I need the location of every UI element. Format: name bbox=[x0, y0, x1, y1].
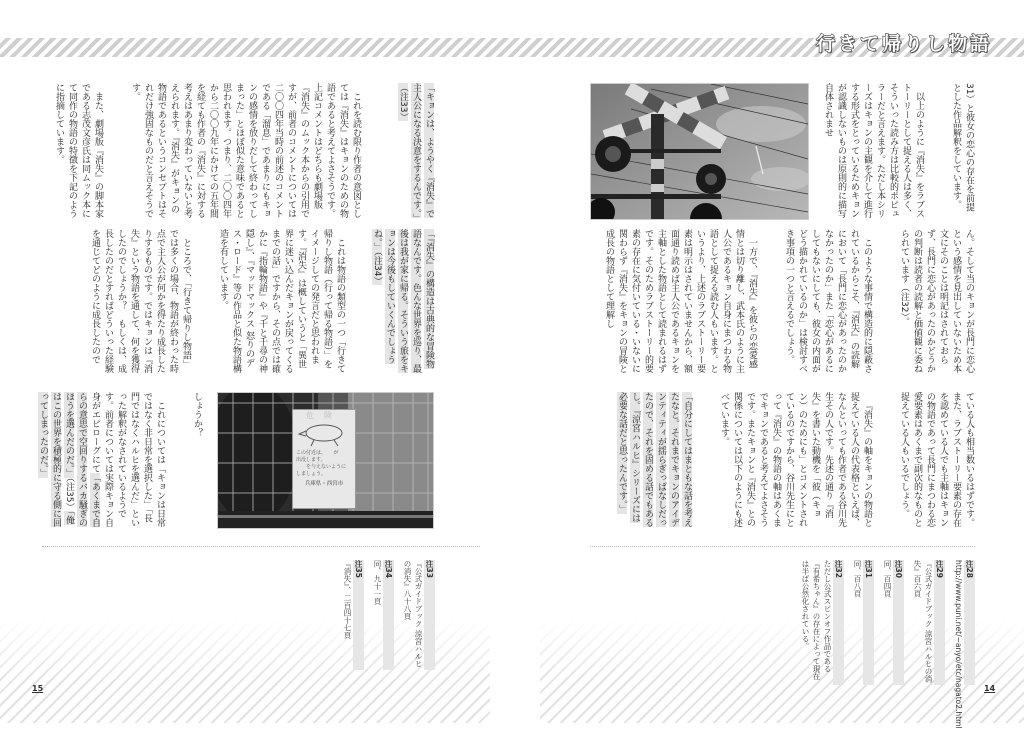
left-middle-text bbox=[48, 229, 435, 375]
paragraph: これは物語の類型の一つ「行きて帰りし物語（行って帰る物語）」をイメージしての発言だと思われます。『消失』は概していうと「異世界に迷い込んだキョンが戻ってくるまでの話」ですから、その点では確かに『指輪物語』や『千と千尋の神隠し』、『マッドマックス 怒りのデス・ロード』等の作品と似た物語構造を有しています。 bbox=[218, 229, 345, 373]
warning-sign: 危険 この付近は、 が 出没します。 を与えないように しましょう。 兵庫県・西宮市 bbox=[292, 409, 356, 509]
paragraph: ん。そして当のキョンが長門に恋心という感情を見出していないため本文にそのことは明記はされておらず、長門に恋心があったのかどうかの判断は読者の読解と価値観に委ねられています（注32）。 bbox=[899, 229, 974, 373]
quote-highlight: 「キョンは、ようやく『消失』で主人公になる決意をするんです。」（注33） bbox=[398, 83, 434, 218]
left-footnotes bbox=[320, 560, 435, 670]
right-footnotes bbox=[740, 560, 975, 729]
right-upper-text bbox=[823, 83, 975, 220]
paragraph: ている人も相当数いるはずです。また、ラブストーリー要素の存在を認めている人でも主軸はキョンの物語であって長門にまつわる恋愛要素はあくまで副次的なものと捉えている人もいるでしょう。 bbox=[899, 392, 974, 527]
right-lower-text bbox=[585, 392, 975, 529]
footnote-divider bbox=[590, 546, 975, 547]
footnote-33: 注33 『公式ガイドブック 涼宮ハルヒの消失』八十八頁 bbox=[402, 560, 435, 670]
boar-icon bbox=[296, 419, 352, 447]
paragraph: これを読む限り作者の意図としては『消失』はキョンのための物語であると考えてよさそうです。上記コメントはどちらも劇場版『消失』のムック本からの引用ですが、前者のコメントについては二〇〇四年当時の前述のコメントである「溜息」であまりにもキョンの感情を放りだして終わってしまった」とほぼ似た意味であると思われます。つまり、二〇〇四年から二〇〇九年にかけての五年間を経ても作者の『消失』に対する考えはあまり変わっていないと考えられます。『消失』がキョンの物語であるというコンセプトはそれだけ強固なものだと言えそうです。 bbox=[130, 83, 361, 218]
footnote-divider bbox=[42, 546, 480, 547]
footnote-34: 注34 同、九十一頁 bbox=[372, 560, 394, 670]
page-number-right: 14 bbox=[984, 684, 996, 693]
footnote-31: 注31 同、百八頁 bbox=[852, 560, 874, 685]
paragraph: ところで、「行きて帰りし物語」では多くの場合、物語が終わった時点で主人公が何かを得たり成長したりするものです。ではキョンは『消失』という物語を通して、何を獲得したのでしょうか？ もしくは、成長したのだとすればどういった経験を通じてどのように成長したので bbox=[90, 229, 191, 373]
railroad-crossing-photo bbox=[590, 83, 809, 220]
screenwriter-quote bbox=[370, 229, 435, 375]
footnote-30: 注30 同、百四頁 bbox=[882, 560, 904, 685]
quote-highlight: 「あくまで自らの意思で空回りするバカ騒ぎのほうを選んだのだ。」 bbox=[64, 392, 100, 527]
paragraph: 31）と彼女の恋心の存在を前提とした作品解釈をしています。 bbox=[951, 83, 974, 212]
paragraph: これについては「キョンは日常ではなく非日常を選択した」「長門ではなくハルヒを選んだ」といった解釈がなされているようです。前者については実際キョン自身がエピローグにて「あくまで自らの意思で空回りするバカ騒ぎのほうを選んだのだ。」（注35）「俺はこの世界を積極的に守る側に回ってしまったのだ。」 bbox=[38, 392, 165, 527]
sign-heading: 危険 bbox=[306, 411, 342, 420]
footnote-32: 注32 ただし公式スピンオフ作品である『有希ちゃん』の存在によって現在は半ば公然化されている。 bbox=[800, 560, 844, 685]
paragraph: 一方で、『消失』を彼らの恋愛感情とは切り離し、武本氏のように主人公であるキョン自身にまつわる物語として捉える読む人もいます。というより、上述のラブストーリー要素は明示はされていませんから、額面通り読めば主人公であるキョンを主軸とした物語として読まれるはずです。そのためラブストーリー的要素の存在に気付いている・いないに関わらず『消失』をキョンの冒険と成長の物語として理解し bbox=[604, 229, 757, 373]
quote-highlight: 「自分にしてはまともな話を考えたなと。それまでキョンのアイデンティティが揺らぎっぱなしだったので、それを固める話でもあるし。『涼宮ハルヒ』シリーズには必要な話だと思ったんです。」 bbox=[617, 392, 692, 527]
footnote-28: 注28 http://www.puni.net/~anyo/etc/nagato2.html bbox=[954, 560, 974, 729]
section-title: 行きて帰りし物語 bbox=[815, 33, 992, 55]
paragraph: 『消失』の軸をキョンの物語と捉えている人の代表格といえば、なんといっても作者である谷川先生その人です。先述の通り『消失』を書いた動機を「彼（キョン）のためにも」とコメントされているのですから、谷川先生にとって『消失』の物語の軸はあくまでキョンであると考えてよさそうです。またキョンと『消失』との関係については以下のようにも述べています。 bbox=[719, 392, 872, 527]
paragraph: また、劇場版『消失』の脚本家である志茂文彦氏は同ムック本にて同作の物語の特徴を下記のように指摘しています。 bbox=[54, 83, 103, 218]
quote-highlight: 「俺はこの世界を積極的に守る側に回ってしまったのだ。」 bbox=[38, 392, 74, 527]
paragraph: しょうか？ bbox=[192, 392, 202, 437]
page-number-left: 15 bbox=[32, 684, 44, 693]
paragraph: 以上のように『消失』をラブストーリーとして捉える人は多く、そういった読み方は比較的ポピュラーだと言えます。ただし本シリーズはキョンの主観を介して進行する形式をとっているためキョンが認識しないものは原則的に描写自体されませ bbox=[823, 83, 924, 218]
footnote-29: 注29 『公式ガイドブック 涼宮ハルヒの消失』百六頁 bbox=[912, 560, 945, 685]
paragraph: このような事情で構造的に隠蔽されているからこそ、『消失』の読解において「長門に恋心があったのかなかったのか」また「恋心があるにしてもないにしても、彼女の内面がどう描かれているのか」は検討すべき事項の一つと言えるでしょう。 bbox=[784, 229, 872, 373]
author-quote bbox=[615, 392, 693, 529]
author-quote bbox=[396, 83, 435, 220]
left-lower-text bbox=[38, 392, 203, 529]
right-middle-text bbox=[585, 229, 975, 375]
wild-boar-warning-sign-photo bbox=[217, 392, 434, 529]
left-upper-text bbox=[48, 83, 435, 220]
quote-highlight: 「『消失』の構造は古典的な冒険物語なんです。色んな世界を巡り、最後は我が家に帰る。そういう旅をキョンは今後もしていくんでしょうね。」（注34） bbox=[372, 229, 434, 373]
footnote-35: 注35 『消失』、二百四十七頁 bbox=[342, 560, 364, 670]
